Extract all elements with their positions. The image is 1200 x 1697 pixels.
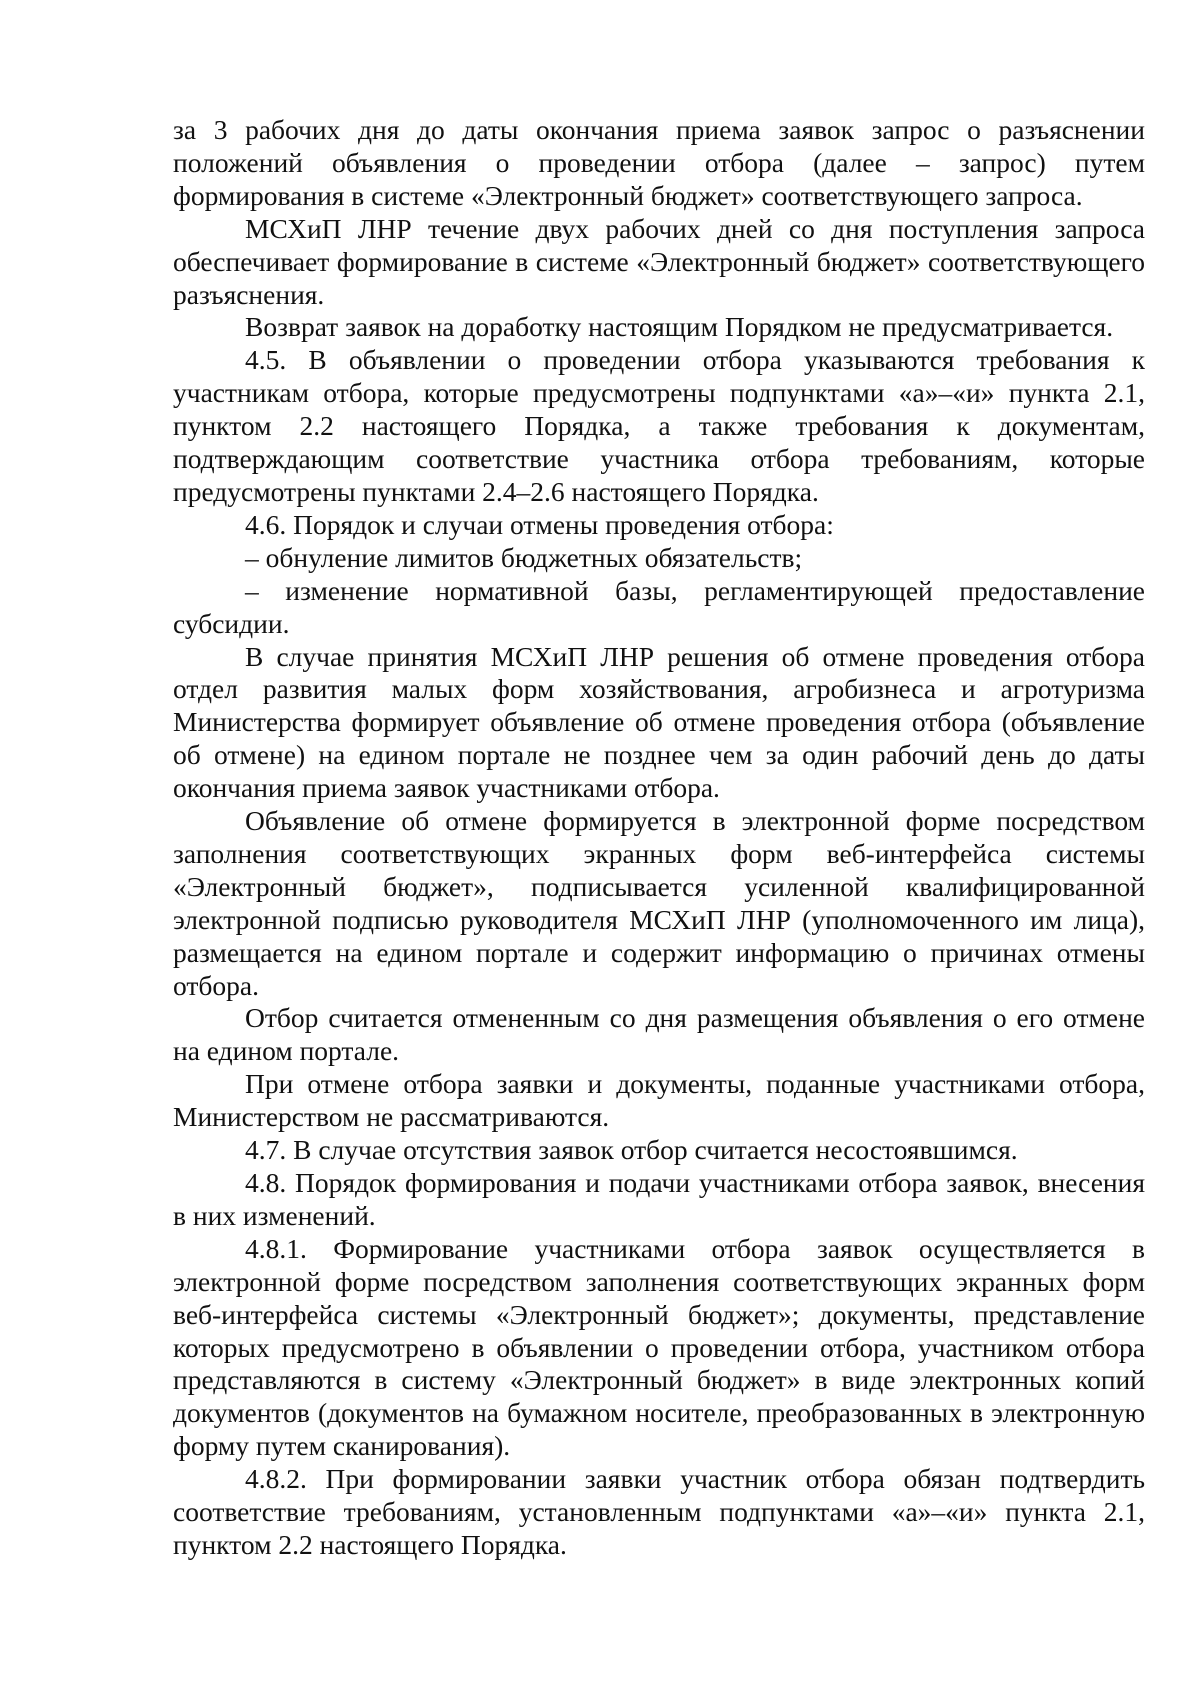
- paragraph-4-5: 4.5. В объявлении о проведении отбора указываются требования к участникам отбора, которые предусмотрены подпунктами «а»–«и» пункта 2.1, пунктом 2.2 настоящего Порядка, а также требования к документам, подтверждающим соответствие участника отбора требованиям, которые предусмотрены пунктами 2.4–2.6 настоящего Порядка.: [173, 344, 1145, 507]
- paragraph-4-8-2: 4.8.2. При формировании заявки участник отбора обязан подтвердить соответствие требованиям, установленным подпунктами «а»–«и» пункта 2.1, пунктом 2.2 настоящего Порядка.: [173, 1463, 1145, 1560]
- document-page: [173, 114, 1145, 1562]
- paragraph-cancellation-notice: Объявление об отмене формируется в электронной форме посредством заполнения соответствующих экранных форм веб-интерфейса системы «Электронный бюджет», подписывается усиленной квалифицированной электронной подписью руководителя МСХиП ЛНР (уполномоченного им лица), размещается на едином портале и содержит информацию о причинах отмены отбора.: [173, 805, 1145, 1001]
- paragraph-4-6: 4.6. Порядок и случаи отмены проведения отбора:: [245, 508, 834, 540]
- paragraph-clarification: МСХиП ЛНР течение двух рабочих дней со дня поступления запроса обеспечивает формирование в системе «Электронный бюджет» соответствующего разъяснения.: [173, 212, 1145, 310]
- paragraph-4-7: 4.7. В случае отсутствия заявок отбор считается несостоявшимся.: [245, 1134, 1018, 1166]
- paragraph-cancelled-date: Отбор считается отмененным со дня размещения объявления о его отмене на едином портале.: [173, 1002, 1145, 1067]
- paragraph-4-8: 4.8. Порядок формирования и подачи участниками отбора заявок, внесения в них изменений.: [173, 1167, 1145, 1231]
- paragraph-4-8-1: 4.8.1. Формирование участниками отбора заявок осуществляется в электронной форме посредством заполнения соответствующих экранных форм веб-интерфейса системы «Электронный бюджет»; документы, представление которых предусмотрено в объявлении о проведении отбора, участником отбора представляются в систему «Электронный бюджет» в виде электронных копий документов (документов на бумажном носителе, преобразованных в электронную форму путем сканирования).: [173, 1232, 1145, 1462]
- paragraph-request-deadline: за 3 рабочих дня до даты окончания приема заявок запрос о разъяснении положений объявления о проведении отбора (далее – запрос) путем формирования в системе «Электронный бюджет» соответствующего запроса.: [173, 114, 1145, 211]
- paragraph-no-return: Возврат заявок на доработку настоящим Порядком не предусматривается.: [245, 311, 1114, 343]
- list-item-regulation: – изменение нормативной базы, регламентирующей предоставление субсидии.: [173, 574, 1145, 639]
- list-item-limits: – обнуление лимитов бюджетных обязательств;: [245, 541, 803, 573]
- paragraph-not-considered: При отмене отбора заявки и документы, поданные участниками отбора, Министерством не рассматриваются.: [173, 1068, 1145, 1133]
- paragraph-cancellation-decision: В случае принятия МСХиП ЛНР решения об отмене проведения отбора отдел развития малых форм хозяйствования, агробизнеса и агротуризма Министерства формирует объявление об отмене проведения отбора (объявление об отмене) на едином портале не позднее чем за один рабочий день до даты окончания приема заявок участниками отбора.: [173, 640, 1145, 804]
